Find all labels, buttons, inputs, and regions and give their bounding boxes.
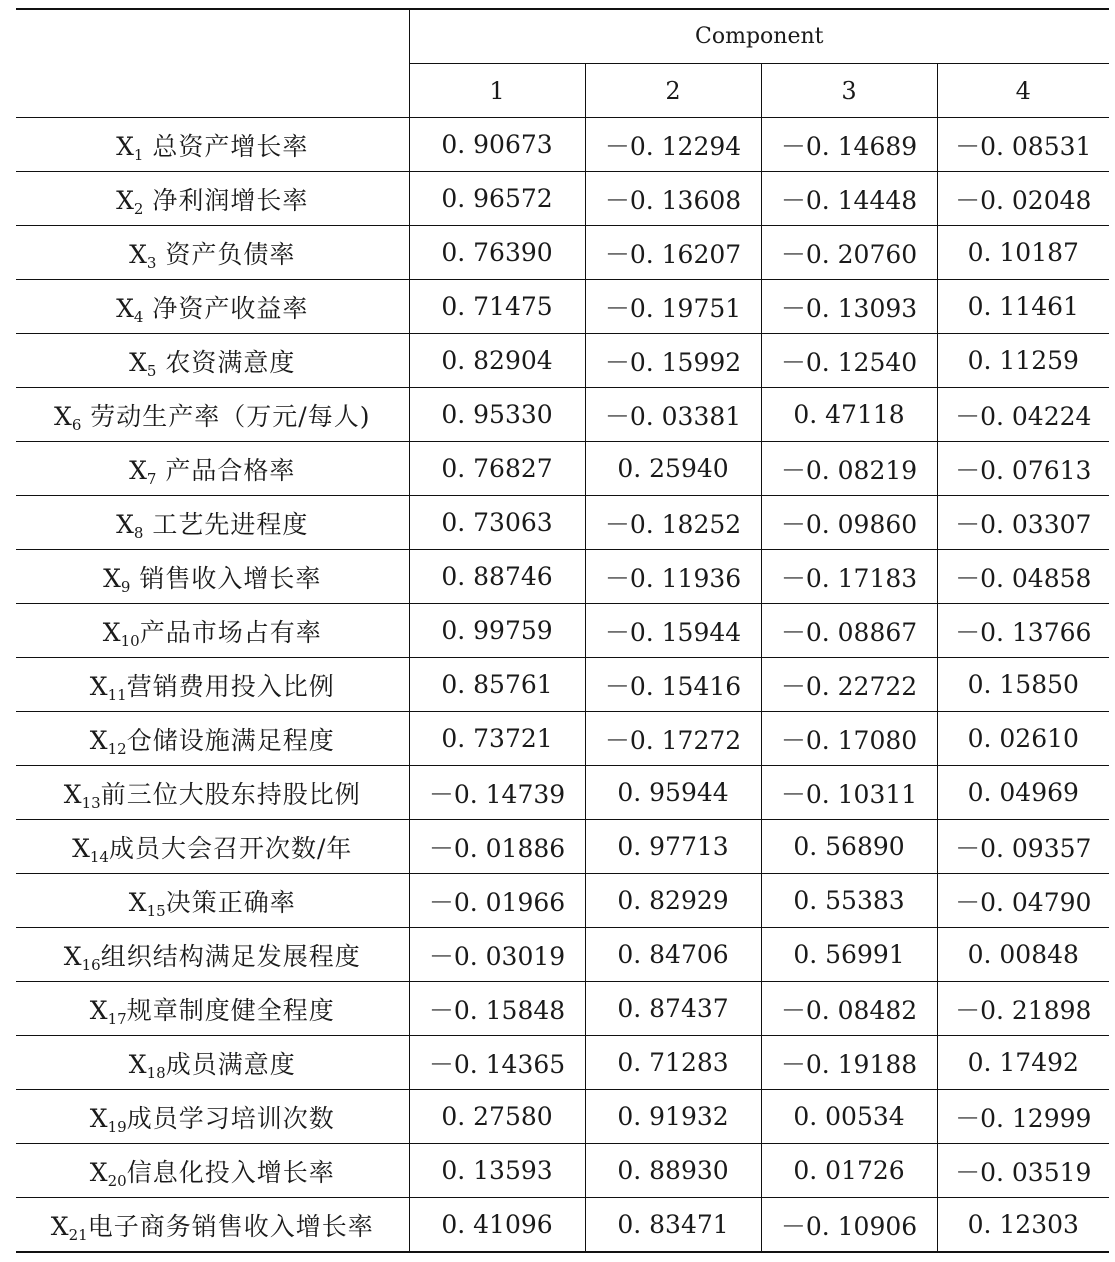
indicator-subscript: 4 [133, 307, 144, 326]
table-row [16, 1144, 1109, 1198]
indicator-code: X [50, 1211, 69, 1241]
loading-value-component-3: 0. 56890 [761, 820, 937, 874]
table-row [16, 874, 1109, 928]
loading-value-component-3: 0. 00534 [761, 1090, 937, 1144]
loading-value-component-3: －0. 12540 [761, 334, 937, 388]
loading-value-component-2: －0. 18252 [585, 496, 761, 550]
loading-value-component-1: －0. 03019 [409, 928, 585, 982]
loading-value-component-2: －0. 03381 [585, 388, 761, 442]
table-row [16, 118, 1109, 172]
loading-value-component-4: －0. 02048 [937, 172, 1109, 226]
table-row [16, 982, 1109, 1036]
indicator-code: X [63, 779, 82, 809]
table-row [16, 1036, 1109, 1090]
indicator-subscript: 6 [71, 415, 82, 434]
loading-value-component-4: 0. 11461 [937, 280, 1109, 334]
indicator-code: X [128, 887, 147, 917]
indicator-subscript: 1 [133, 145, 144, 164]
loading-value-component-1: 0. 90673 [409, 118, 585, 172]
indicator-subscript: 13 [81, 793, 101, 812]
loading-value-component-2: 0. 97713 [585, 820, 761, 874]
loading-value-component-3: －0. 14689 [761, 118, 937, 172]
indicator-subscript: 21 [68, 1225, 88, 1244]
loading-value-component-1: －0. 15848 [409, 982, 585, 1036]
indicator-subscript: 14 [89, 847, 109, 866]
component-header-3: 3 [761, 64, 937, 118]
table-row [16, 226, 1109, 280]
indicator-label [16, 1090, 409, 1144]
indicator-code: X [89, 1157, 108, 1187]
table-row [16, 550, 1109, 604]
indicator-label [16, 388, 409, 442]
table-row [16, 1090, 1109, 1144]
loading-value-component-2: －0. 15416 [585, 658, 761, 712]
table-row [16, 280, 1109, 334]
indicator-code: X [72, 833, 90, 863]
indicator-name: 信息化投入增长率 [126, 1157, 335, 1187]
indicator-name: 销售收入增长率 [130, 563, 322, 593]
table-row [16, 820, 1109, 874]
loading-value-component-4: －0. 04858 [937, 550, 1109, 604]
loading-value-component-4: 0. 02610 [937, 712, 1109, 766]
indicator-label [16, 820, 409, 874]
loading-value-component-4: 0. 00848 [937, 928, 1109, 982]
loading-value-component-2: 0. 88930 [585, 1144, 761, 1198]
indicator-name: 工艺先进程度 [143, 509, 309, 539]
indicator-code: X [116, 509, 134, 539]
indicator-name: 组织结构满足发展程度 [100, 941, 361, 971]
loading-value-component-3: －0. 13093 [761, 280, 937, 334]
loading-value-component-2: 0. 71283 [585, 1036, 761, 1090]
indicator-label [16, 442, 409, 496]
loading-value-component-3: －0. 10311 [761, 766, 937, 820]
indicator-name: 规章制度健全程度 [126, 995, 335, 1025]
loading-value-component-1: 0. 88746 [409, 550, 585, 604]
loading-value-component-3: －0. 08219 [761, 442, 937, 496]
table-row [16, 388, 1109, 442]
indicator-code: X [54, 401, 72, 431]
indicator-label [16, 226, 409, 280]
loading-value-component-4: －0. 03307 [937, 496, 1109, 550]
loading-value-component-2: 0. 25940 [585, 442, 761, 496]
indicator-code: X [116, 293, 134, 323]
loading-value-component-4: 0. 17492 [937, 1036, 1109, 1090]
loading-value-component-4: －0. 21898 [937, 982, 1109, 1036]
loading-value-component-4: －0. 03519 [937, 1144, 1109, 1198]
indicator-name: 成员满意度 [165, 1049, 296, 1079]
loading-value-component-4: －0. 08531 [937, 118, 1109, 172]
loading-value-component-1: 0. 76390 [409, 226, 585, 280]
loading-value-component-1: 0. 76827 [409, 442, 585, 496]
indicator-label [16, 550, 409, 604]
table-body [16, 118, 1109, 1253]
indicator-name: 决策正确率 [165, 887, 296, 917]
indicator-code: X [89, 995, 108, 1025]
component-matrix-table [16, 8, 1109, 1253]
loading-value-component-4: －0. 12999 [937, 1090, 1109, 1144]
loading-value-component-2: 0. 83471 [585, 1198, 761, 1253]
loading-value-component-3: －0. 14448 [761, 172, 937, 226]
indicator-label [16, 604, 409, 658]
indicator-label [16, 172, 409, 226]
loading-value-component-4: 0. 15850 [937, 658, 1109, 712]
component-header-2: 2 [585, 64, 761, 118]
loading-value-component-1: 0. 41096 [409, 1198, 585, 1253]
loading-value-component-3: －0. 08482 [761, 982, 937, 1036]
loading-value-component-3: －0. 09860 [761, 496, 937, 550]
loading-value-component-1: 0. 95330 [409, 388, 585, 442]
indicator-name: 成员大会召开次数/年 [108, 833, 353, 863]
loading-value-component-2: 0. 84706 [585, 928, 761, 982]
loading-value-component-3: 0. 55383 [761, 874, 937, 928]
indicator-label [16, 1198, 409, 1253]
loading-value-component-2: －0. 15944 [585, 604, 761, 658]
loading-value-component-3: －0. 20760 [761, 226, 937, 280]
indicator-code: X [102, 617, 121, 647]
table-row [16, 1198, 1109, 1253]
indicator-subscript: 20 [107, 1171, 127, 1190]
indicator-subscript: 3 [146, 253, 157, 272]
indicator-subscript: 12 [107, 739, 127, 758]
indicator-code: X [129, 347, 147, 377]
indicator-label [16, 766, 409, 820]
indicator-code: X [89, 671, 108, 701]
indicator-subscript: 18 [146, 1063, 166, 1082]
loading-value-component-2: 0. 87437 [585, 982, 761, 1036]
table-row [16, 172, 1109, 226]
loading-value-component-3: 0. 47118 [761, 388, 937, 442]
loading-value-component-2: －0. 16207 [585, 226, 761, 280]
indicator-code: X [89, 725, 108, 755]
indicator-label [16, 118, 409, 172]
loading-value-component-2: －0. 15992 [585, 334, 761, 388]
indicator-subscript: 8 [133, 523, 144, 542]
loading-value-component-4: 0. 04969 [937, 766, 1109, 820]
indicator-name: 资产负债率 [156, 239, 296, 269]
indicator-subscript: 10 [120, 631, 140, 650]
loading-value-component-2: －0. 11936 [585, 550, 761, 604]
loading-value-component-4: －0. 07613 [937, 442, 1109, 496]
loading-value-component-2: －0. 17272 [585, 712, 761, 766]
loading-value-component-3: －0. 19188 [761, 1036, 937, 1090]
table-row [16, 766, 1109, 820]
indicator-code: X [129, 455, 147, 485]
component-group-header: Component [409, 9, 1109, 64]
indicator-label [16, 658, 409, 712]
indicator-code: X [103, 563, 121, 593]
indicator-name: 净利润增长率 [143, 185, 309, 215]
loading-value-component-4: 0. 12303 [937, 1198, 1109, 1253]
indicator-label [16, 496, 409, 550]
loading-value-component-1: －0. 01886 [409, 820, 585, 874]
indicator-subscript: 16 [81, 955, 101, 974]
loading-value-component-4: 0. 10187 [937, 226, 1109, 280]
loading-value-component-3: 0. 56991 [761, 928, 937, 982]
table-row [16, 496, 1109, 550]
indicator-subscript: 2 [133, 199, 144, 218]
indicator-name: 产品市场占有率 [139, 617, 322, 647]
indicator-code: X [128, 1049, 147, 1079]
indicator-name: 产品合格率 [156, 455, 296, 485]
loading-value-component-1: 0. 99759 [409, 604, 585, 658]
loading-value-component-3: －0. 22722 [761, 658, 937, 712]
indicator-label [16, 874, 409, 928]
loading-value-component-4: －0. 04224 [937, 388, 1109, 442]
indicator-code: X [129, 239, 147, 269]
indicator-label [16, 280, 409, 334]
indicator-subscript: 15 [146, 901, 166, 920]
component-header-1: 1 [489, 76, 505, 105]
indicator-subscript: 19 [107, 1117, 127, 1136]
indicator-name: 前三位大股东持股比例 [100, 779, 361, 809]
indicator-name: 成员学习培训次数 [126, 1103, 335, 1133]
table-row [16, 442, 1109, 496]
loading-value-component-1: 0. 85761 [409, 658, 585, 712]
loading-value-component-2: －0. 12294 [585, 118, 761, 172]
loading-value-component-4: －0. 13766 [937, 604, 1109, 658]
indicator-name: 劳动生产率（万元/每人) [81, 401, 371, 431]
loading-value-component-2: 0. 91932 [585, 1090, 761, 1144]
loading-value-component-1: 0. 71475 [409, 280, 585, 334]
loading-value-component-3: －0. 08867 [761, 604, 937, 658]
corner-cell [16, 9, 409, 118]
indicator-label [16, 712, 409, 766]
loading-value-component-1: 0. 82904 [409, 334, 585, 388]
table-row [16, 658, 1109, 712]
indicator-code: X [89, 1103, 108, 1133]
loading-value-component-2: 0. 95944 [585, 766, 761, 820]
table-row [16, 712, 1109, 766]
loading-value-component-1: －0. 14365 [409, 1036, 585, 1090]
indicator-label [16, 928, 409, 982]
loading-value-component-4: －0. 04790 [937, 874, 1109, 928]
indicator-label [16, 982, 409, 1036]
loading-value-component-4: 0. 11259 [937, 334, 1109, 388]
loading-value-component-2: 0. 82929 [585, 874, 761, 928]
table-header [16, 9, 1109, 118]
indicator-name: 总资产增长率 [143, 131, 309, 161]
indicator-label [16, 1144, 409, 1198]
table-row [16, 928, 1109, 982]
loading-value-component-1: 0. 13593 [409, 1144, 585, 1198]
loading-value-component-1: －0. 14739 [409, 766, 585, 820]
indicator-label [16, 334, 409, 388]
table-row [16, 334, 1109, 388]
loading-value-component-3: 0. 01726 [761, 1144, 937, 1198]
table-row [16, 604, 1109, 658]
indicator-name: 农资满意度 [156, 347, 296, 377]
loading-value-component-1: 0. 73721 [409, 712, 585, 766]
loading-value-component-3: －0. 10906 [761, 1198, 937, 1253]
indicator-subscript: 7 [146, 469, 157, 488]
indicator-subscript: 5 [146, 361, 157, 380]
indicator-name: 净资产收益率 [143, 293, 309, 323]
indicator-code: X [116, 131, 134, 161]
loading-value-component-1: 0. 27580 [409, 1090, 585, 1144]
loading-value-component-2: －0. 13608 [585, 172, 761, 226]
indicator-code: X [63, 941, 82, 971]
indicator-name: 仓储设施满足程度 [126, 725, 335, 755]
indicator-name: 营销费用投入比例 [126, 671, 335, 701]
indicator-subscript: 11 [107, 685, 127, 704]
loading-value-component-3: －0. 17080 [761, 712, 937, 766]
indicator-subscript: 17 [107, 1009, 127, 1028]
loading-value-component-1: 0. 73063 [409, 496, 585, 550]
loading-value-component-4: －0. 09357 [937, 820, 1109, 874]
loading-value-component-2: －0. 19751 [585, 280, 761, 334]
indicator-code: X [116, 185, 134, 215]
loading-value-component-3: －0. 17183 [761, 550, 937, 604]
indicator-subscript: 9 [120, 577, 131, 596]
loading-value-component-1: －0. 01966 [409, 874, 585, 928]
indicator-label [16, 1036, 409, 1090]
loading-value-component-1: 0. 96572 [409, 172, 585, 226]
component-header-4: 4 [937, 64, 1109, 118]
indicator-name: 电子商务销售收入增长率 [87, 1211, 374, 1241]
